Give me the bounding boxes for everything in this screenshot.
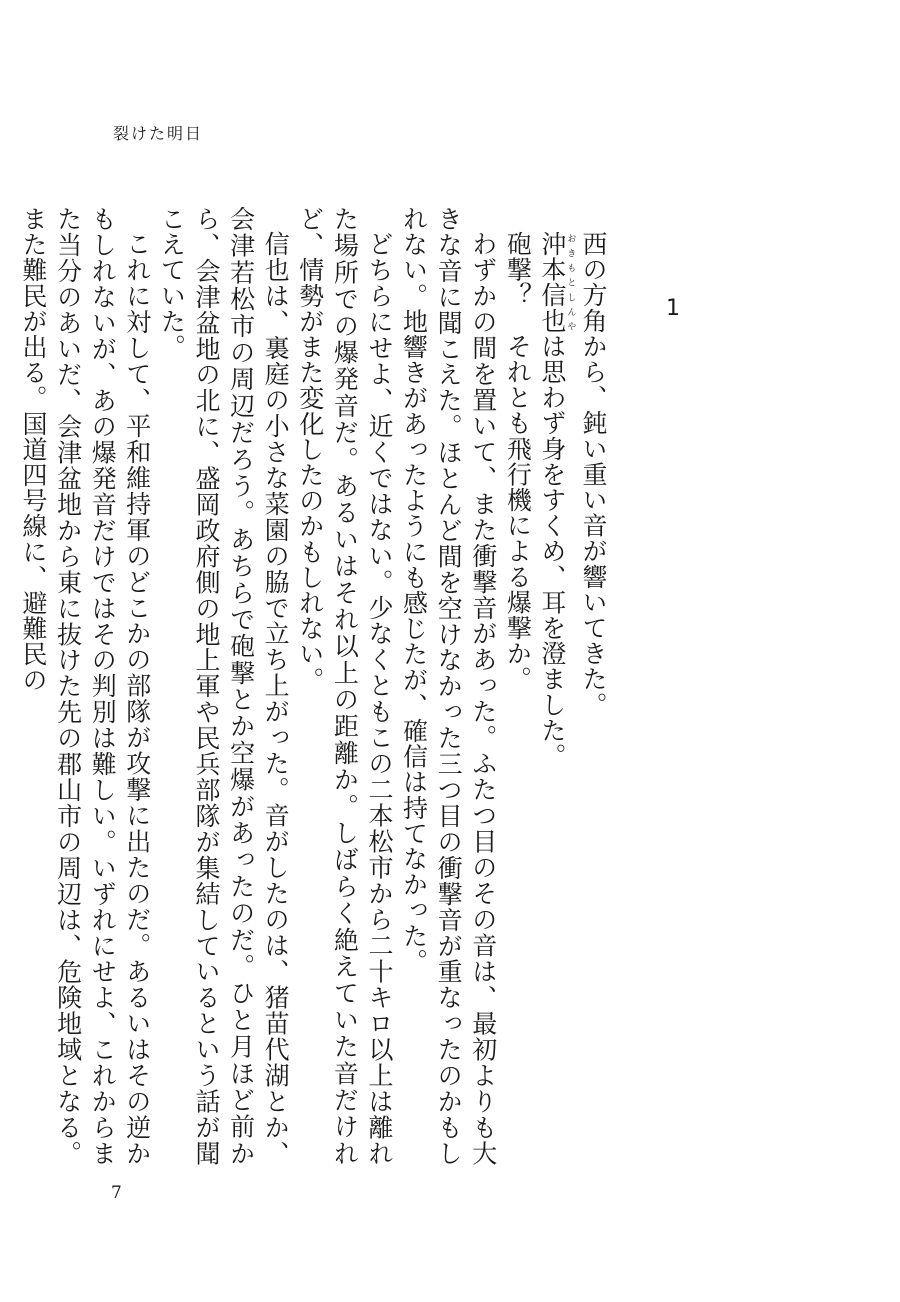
- paragraph: 砲撃？ それとも飛行機による爆撃か。: [503, 231, 533, 692]
- paragraph: 信也は、裏庭の小さな菜園の脇で立ち上がった。音がしたのは、猪苗代湖とか、会津若松市の周辺だろう。あちらで砲撃とか空爆があったのだ。ひと月ほど前から、会津盆地の北に、盛岡政府側の地上軍や民兵部隊が集結しているという話が聞こえていた。: [157, 206, 291, 1166]
- ruby-reading: おきもとしんや: [565, 231, 576, 334]
- chapter-number: 1: [666, 296, 680, 321]
- running-head: 裂けた明日: [113, 124, 204, 143]
- paragraph: わずかの間を置いて、また衝撃音があった。ふたつ目のその音は、最初よりも大きな音に聞こえた。ほとんど間を空けなかった三つ目の衝撃音が重なったのかもしれない。地響きがあったようにも感じたが、確信は持てなかった。: [399, 206, 498, 1166]
- body-text: [19, 206, 610, 1166]
- paragraph: これに対して、平和維持軍のどこかの部隊が攻撃に出たのだ。あるいはその逆かもしれないが、あの爆発音だけではその判別は難しい。いずれにせよ、これからまた当分のあいだ、会津盆地から東に抜けた先の郡山市の周辺は、危険地域となる。また難民が出る。国道四号線に、避難民の: [19, 206, 152, 1166]
- paragraph: どちらにせよ、近くではない。少なくともこの二本松市から二十キロ以上は離れた場所での爆発音だ。あるいはそれ以上の距離か。しばらく絶えていた音だけれど、情勢がまた変化したのかもしれない。: [295, 206, 394, 1166]
- paragraph-ruby: [534, 206, 575, 1166]
- page-number: 7: [111, 1183, 122, 1203]
- ruby-base: 沖本信也: [537, 231, 567, 334]
- paragraph: 西の方角から、鈍い重い音が響いてきた。: [579, 231, 608, 718]
- ruby-paragraph-rest: は思わず身をすくめ、耳を澄ました。: [537, 333, 567, 769]
- name-with-reading: [537, 231, 576, 334]
